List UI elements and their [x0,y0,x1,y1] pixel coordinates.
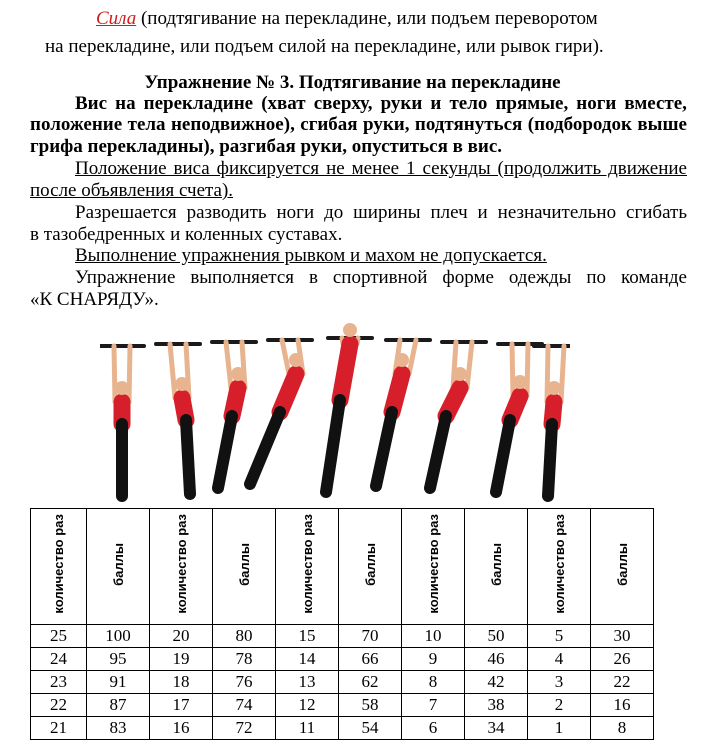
word: вместе, [624,93,687,114]
sila-link[interactable]: Сила [96,8,137,29]
legs [218,416,232,488]
head [453,367,467,381]
arm [561,346,564,402]
table-cell: 50 [465,625,528,648]
exercise-desc-2 [30,114,687,136]
rule-2-line-1: Разрешается разводить ноги до ширины плеч и незначительно сгибать [75,202,687,223]
rule-1-line-1: Положение виса фиксируется не менее 1 секунды (продолжить движение [75,158,687,179]
pull-up-figure [212,342,256,488]
table-cell: 16 [591,694,654,717]
header-count-4: количество раз [402,509,465,625]
arm [186,344,189,398]
table-cell: 24 [31,648,87,671]
word: выше [637,114,687,135]
table-row [31,625,654,648]
rule-4-line-1: Упражнение выполняется в спортивной форме одежды по команде [75,267,687,288]
table-cell: 62 [339,671,402,694]
pull-up-sequence-illustration [100,316,570,504]
head [513,375,527,389]
head [175,377,189,391]
table-cell: 1 [528,717,591,740]
table-cell: 22 [31,694,87,717]
table-cell: 46 [465,648,528,671]
table-cell: 70 [339,625,402,648]
table-cell: 20 [150,625,213,648]
header-count-3: количество раз [276,509,339,625]
table-cell: 14 [276,648,339,671]
word: руки, [363,114,410,135]
header-count-1: количество раз [31,509,87,625]
torso [280,374,296,412]
table-header-row [31,509,654,625]
table-cell: 5 [528,625,591,648]
legs [376,412,392,486]
legs [250,412,280,484]
head [395,353,409,367]
word: сверху, [313,93,373,114]
table-cell: 38 [465,694,528,717]
table-cell: 9 [402,648,465,671]
arm [282,340,289,374]
table-cell: 22 [591,671,654,694]
word: перекладине [143,93,254,114]
table-cell: 16 [150,717,213,740]
table-cell: 8 [402,671,465,694]
word: прямые, [495,93,569,114]
table-cell: 100 [87,625,150,648]
header-count-5: количество раз [528,509,591,625]
intro-line-2: на перекладине, или подъем силой на перекладине, или рывок гири). [45,36,604,57]
intro-line-1-text: (подтягивание на перекладине, или подъем переворотом [136,8,598,29]
word: сгибая [300,114,358,135]
table-cell: 80 [213,625,276,648]
legs [430,416,446,488]
header-points-3: баллы [339,509,402,625]
word: ноги [576,93,617,114]
table-cell: 76 [213,671,276,694]
header-points-4: баллы [465,509,528,625]
arm [226,342,231,388]
legs [496,420,510,492]
word: положение [30,114,123,135]
pull-up-figure [250,340,312,484]
word: Вис [75,93,108,114]
table-cell: 21 [31,717,87,740]
arm [129,346,130,402]
arm [512,344,513,396]
word: неподвижное), [170,114,295,135]
table-cell: 83 [87,717,150,740]
table-cell: 42 [465,671,528,694]
header-points-2: баллы [213,509,276,625]
pull-up-figure [430,342,486,488]
table-cell: 8 [591,717,654,740]
table-cell: 15 [276,625,339,648]
arm [547,346,548,402]
table-row [31,694,654,717]
rule-2-line-2: в тазобедренных и коленных суставах. [30,224,343,245]
word: (хват [261,93,306,114]
pull-up-figure [326,323,372,492]
table-cell: 25 [31,625,87,648]
table-row [31,648,654,671]
table-cell: 95 [87,648,150,671]
word: руки [380,93,423,114]
head [115,381,129,395]
exercise-desc-3: грифа перекладины), разгибая руки, опуститься в вис. [30,136,503,157]
table-cell: 6 [402,717,465,740]
word: тело [449,93,488,114]
arm [527,344,528,396]
pull-up-figure [156,344,200,494]
pull-up-figure [100,346,144,496]
torso [340,344,350,400]
scores-table [30,508,654,740]
header-count-2: количество раз [150,509,213,625]
table-cell: 10 [402,625,465,648]
legs [186,420,190,494]
word: и [430,93,442,114]
rule-1-line-2: после объявления счета). [30,180,234,201]
rule-4-line-2: «К СНАРЯДУ». [30,289,159,310]
head [289,353,303,367]
head [231,367,245,381]
legs [326,400,340,492]
table-cell: 78 [213,648,276,671]
arm [114,346,115,402]
arm [409,340,416,374]
pull-up-figure [376,340,430,486]
pull-up-figure [534,346,570,496]
table-cell: 12 [276,694,339,717]
table-cell: 54 [339,717,402,740]
arm [170,344,175,398]
table-cell: 26 [591,648,654,671]
table-row [31,671,654,694]
pull-up-figure [496,344,542,492]
table-cell: 30 [591,625,654,648]
table-cell: 18 [150,671,213,694]
rule-3: Выполнение упражнения рывком и махом не допускается. [75,245,547,266]
table-cell: 74 [213,694,276,717]
table-cell: 19 [150,648,213,671]
table-cell: 17 [150,694,213,717]
table-cell: 3 [528,671,591,694]
word: на [115,93,136,114]
head [547,381,561,395]
table-cell: 11 [276,717,339,740]
header-points-5: баллы [591,509,654,625]
word: (подбородок [527,114,632,135]
table-cell: 72 [213,717,276,740]
table-cell: 58 [339,694,402,717]
table-cell: 87 [87,694,150,717]
intro-line-1 [96,8,598,30]
table-cell: 91 [87,671,150,694]
table-cell: 34 [465,717,528,740]
table-cell: 66 [339,648,402,671]
table-row [31,717,654,740]
table-cell: 2 [528,694,591,717]
legs [548,424,552,496]
word: тела [127,114,166,135]
exercise-title: Упражнение № 3. Подтягивание на перекладине [144,72,561,93]
table-cell: 13 [276,671,339,694]
exercise-desc-1 [75,93,687,115]
header-points-1: баллы [87,509,150,625]
table-cell: 7 [402,694,465,717]
table-cell: 23 [31,671,87,694]
table-cell: 4 [528,648,591,671]
head [343,323,357,337]
arm [467,342,472,388]
word: подтянуться [414,114,523,135]
